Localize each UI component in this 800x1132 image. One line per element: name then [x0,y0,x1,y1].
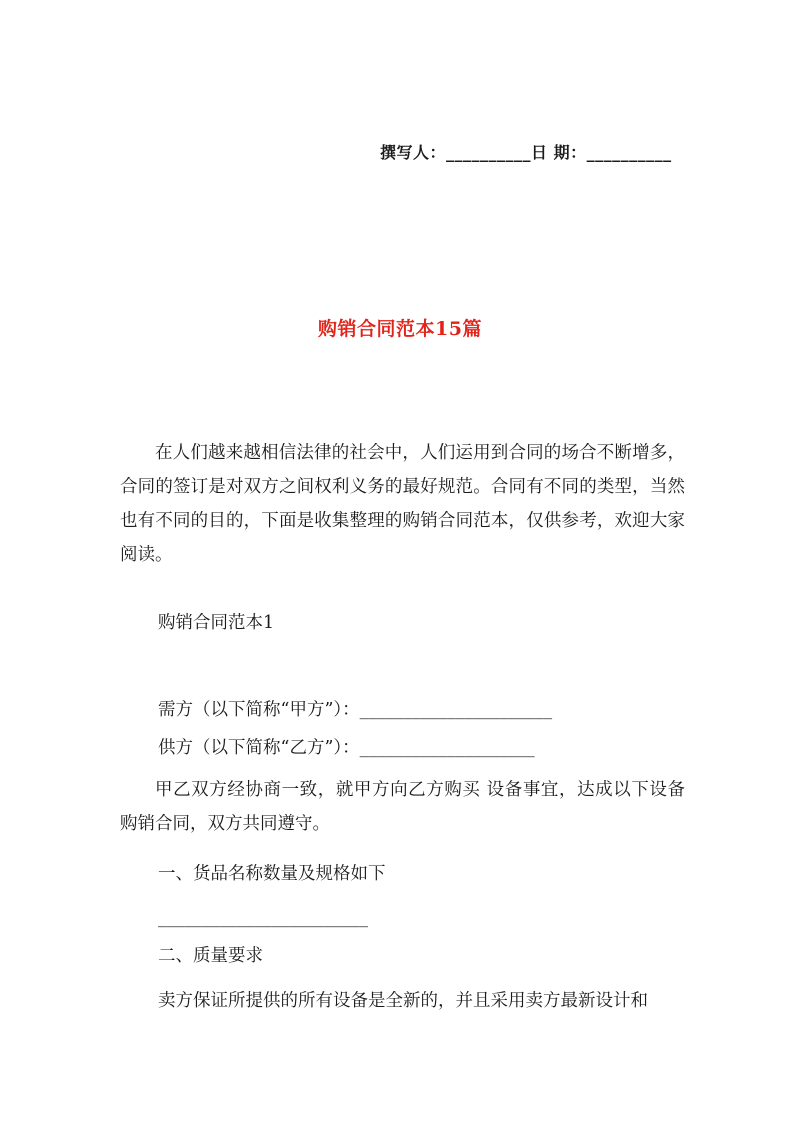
clause-2-title: 二、质量要求 [158,946,263,966]
clause-2-text: 卖方保证所提供的所有设备是全新的，并且采用卖方最新设计和 [158,991,648,1011]
buyer-line [158,693,552,727]
buyer-blank: ______________________ [359,700,553,720]
seller-blank: ____________________ [359,738,535,758]
date-blank: __________ [586,143,672,162]
section-title: 购销合同范本1 [158,613,275,633]
clause-1-title: 一、货品名称数量及规格如下 [158,864,386,884]
intro-text: 在人们越来越相信法律的社会中，人们运用到合同的场合不断增多，合同的签订是对双方之间权利义务的最好规范。合同有不同的类型，当然也有不同的目的，下面是收集整理的购销合同范本，仅供参考，欢迎大家阅读。 [120,443,685,565]
buyer-label: 需方（以下简称“甲方”）： [158,700,360,720]
intro-paragraph [120,436,685,572]
agreement-paragraph [120,773,685,841]
seller-line [158,731,535,765]
seller-label: 供方（以下简称“乙方”）： [158,738,360,758]
date-label: 日 期： [531,143,587,162]
author-label: 撰写人： [380,143,447,162]
clause-1-blank: ________________________ [158,908,368,928]
author-blank: __________ [446,143,532,162]
agreement-text: 甲乙双方经协商一致，就甲方向乙方购买 设备事宜，达成以下设备购销合同，双方共同遵守。 [120,780,685,834]
document-title: 购销合同范本15篇 [318,318,482,340]
author-date-line [380,140,672,163]
